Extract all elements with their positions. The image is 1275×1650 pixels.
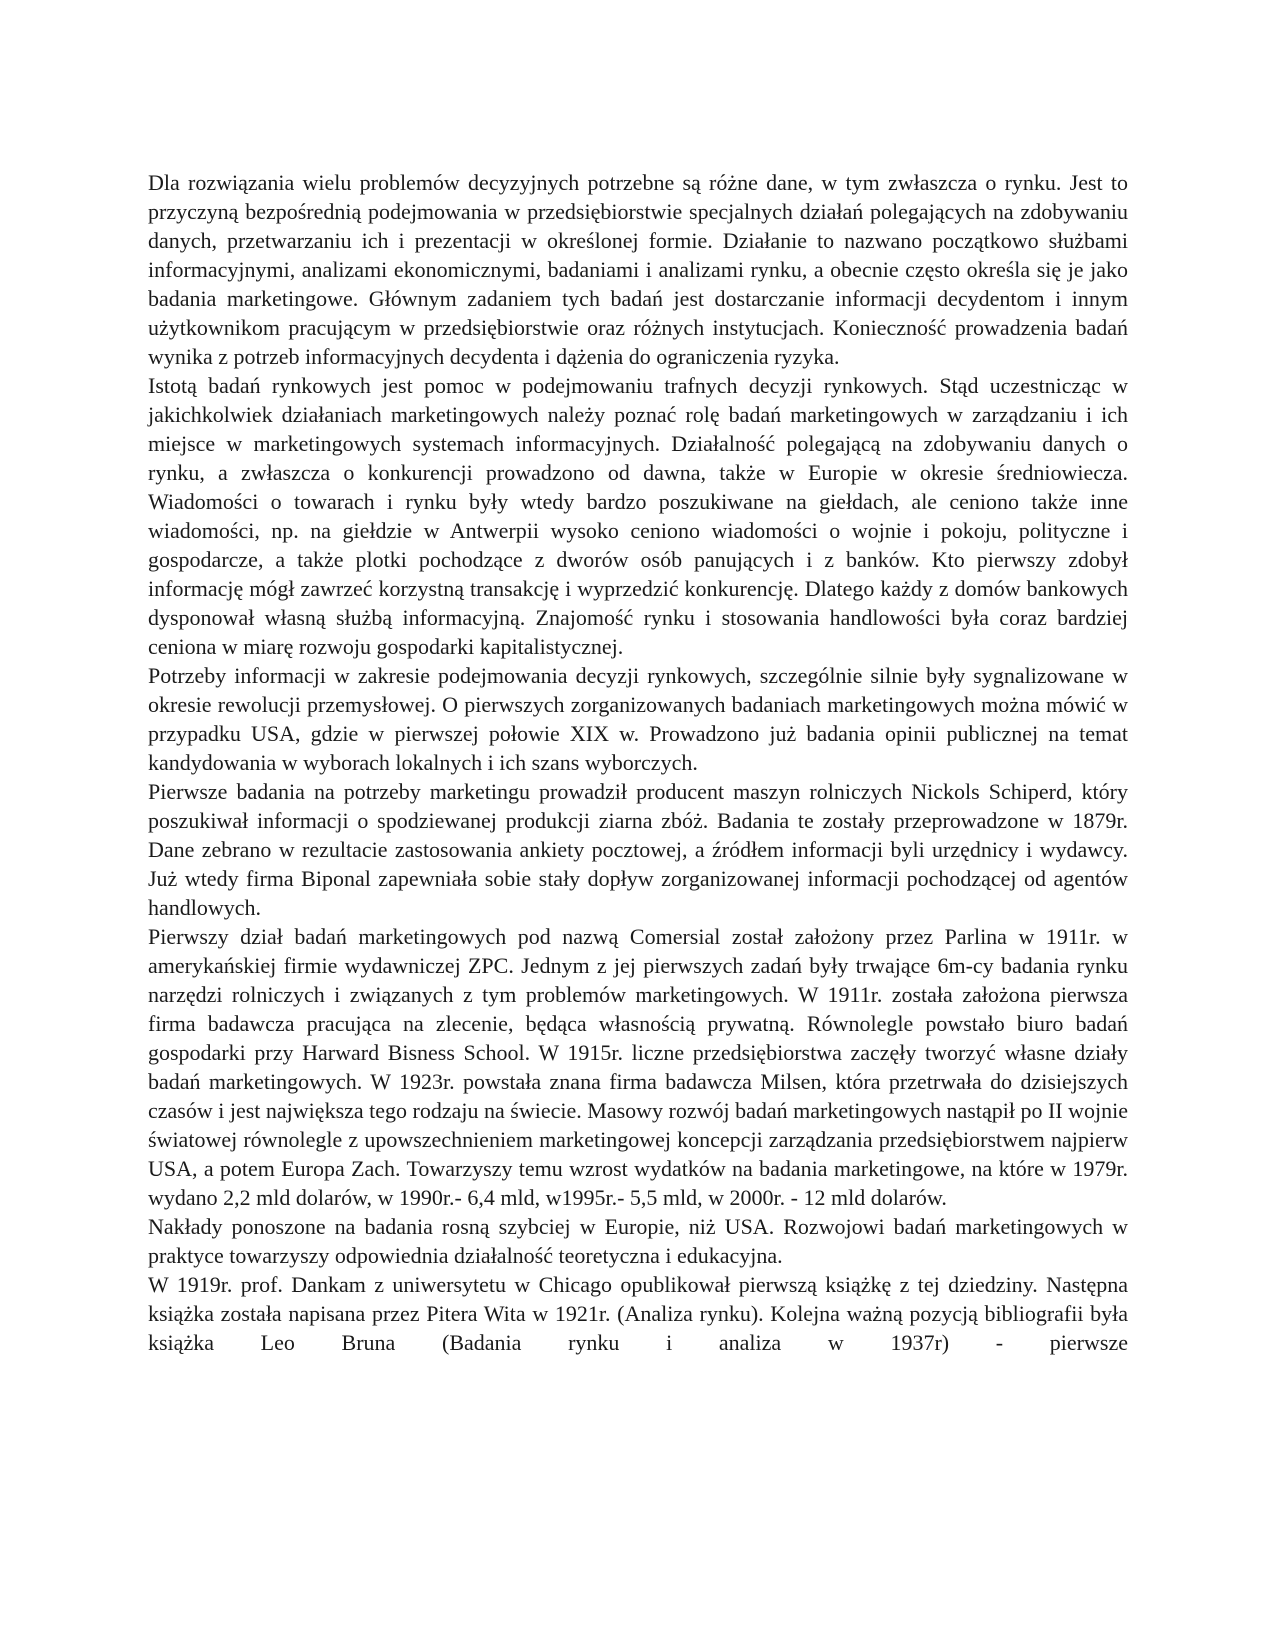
paragraph-6: Nakłady ponoszone na badania rosną szybciej w Europie, niż USA. Rozwojowi badań marketingowych w praktyce towarzyszy odpowiednia działalność teoretyczna i edukacyjna.: [148, 1214, 1128, 1268]
paragraph-4: Pierwsze badania na potrzeby marketingu prowadził producent maszyn rolniczych Nickols Schiperd, który poszukiwał informacji o spodziewanej produkcji ziarna zbóż. Badania te zostały przeprowadzone w 1879r. Dane zebrano w rezultacie zastosowania ankiety pocztowej, a źródłem informacji byli urzędnicy i wydawcy. Już wtedy firma Biponal zapewniała sobie stały dopływ zorganizowanej informacji pochodzącej od agentów handlowych.: [148, 779, 1128, 920]
paragraph-3: Potrzeby informacji w zakresie podejmowania decyzji rynkowych, szczególnie silnie były sygnalizowane w okresie rewolucji przemysłowej. O pierwszych zorganizowanych badaniach marketingowych można mówić w przypadku USA, gdzie w pierwszej połowie XIX w. Prowadzono już badania opinii publicznej na temat kandydowania w wyborach lokalnych i ich szans wyborczych.: [148, 663, 1128, 775]
document-page: [148, 168, 1128, 1357]
paragraph-1: Dla rozwiązania wielu problemów decyzyjnych potrzebne są różne dane, w tym zwłaszcza o rynku. Jest to przyczyną bezpośrednią podejmowania w przedsiębiorstwie specjalnych działań polegających na zdobywaniu danych, przetwarzaniu ich i prezentacji w określonej formie. Działanie to nazwano początkowo służbami informacyjnymi, analizami ekonomicznymi, badaniami i analizami rynku, a obecnie często określa się je jako badania marketingowe. Głównym zadaniem tych badań jest dostarczanie informacji decydentom i innym użytkownikom pracującym w przedsiębiorstwie oraz różnych instytucjach. Konieczność prowadzenia badań wynika z potrzeb informacyjnych decydenta i dążenia do ograniczenia ryzyka.: [148, 170, 1128, 369]
paragraph-5: Pierwszy dział badań marketingowych pod nazwą Comersial został założony przez Parlina w 1911r. w amerykańskiej firmie wydawniczej ZPC. Jednym z jej pierwszych zadań były trwające 6m-cy badania rynku narzędzi rolniczych i związanych z tym problemów marketingowych. W 1911r. została założona pierwsza firma badawcza pracująca na zlecenie, będąca własnością prywatną. Równolegle powstało biuro badań gospodarki przy Harward Bisness School. W 1915r. liczne przedsiębiorstwa zaczęły tworzyć własne działy badań marketingowych. W 1923r. powstała znana firma badawcza Milsen, która przetrwała do dzisiejszych czasów i jest największa tego rodzaju na świecie. Masowy rozwój badań marketingowych nastąpił po II wojnie światowej równolegle z upowszechnieniem marketingowej koncepcji zarządzania przedsiębiorstwem najpierw USA, a potem Europa Zach. Towarzyszy temu wzrost wydatków na badania marketingowe, na które w 1979r. wydano 2,2 mld dolarów, w 1990r.- 6,4 mld, w1995r.- 5,5 mld, w 2000r. - 12 mld dolarów.: [148, 924, 1128, 1210]
paragraph-7: W 1919r. prof. Dankam z uniwersytetu w Chicago opublikował pierwszą książkę z tej dziedziny. Następna książka została napisana przez Pitera Wita w 1921r. (Analiza rynku). Kolejna ważną pozycją bibliografii była książka Leo Bruna (Badania rynku i analiza w 1937r) - pierwsze: [148, 1272, 1128, 1355]
paragraph-2: Istotą badań rynkowych jest pomoc w podejmowaniu trafnych decyzji rynkowych. Stąd uczestnicząc w jakichkolwiek działaniach marketingowych należy poznać rolę badań marketingowych w zarządzaniu i ich miejsce w marketingowych systemach informacyjnych. Działalność polegającą na zdobywaniu danych o rynku, a zwłaszcza o konkurencji prowadzono od dawna, także w Europie w okresie średniowiecza. Wiadomości o towarach i rynku były wtedy bardzo poszukiwane na giełdach, ale ceniono także inne wiadomości, np. na giełdzie w Antwerpii wysoko ceniono wiadomości o wojnie i pokoju, polityczne i gospodarcze, a także plotki pochodzące z dworów osób panujących i z banków. Kto pierwszy zdobył informację mógł zawrzeć korzystną transakcję i wyprzedzić konkurencję. Dlatego każdy z domów bankowych dysponował własną służbą informacyjną. Znajomość rynku i stosowania handlowości była coraz bardziej ceniona w miarę rozwoju gospodarki kapitalistycznej.: [148, 373, 1128, 659]
